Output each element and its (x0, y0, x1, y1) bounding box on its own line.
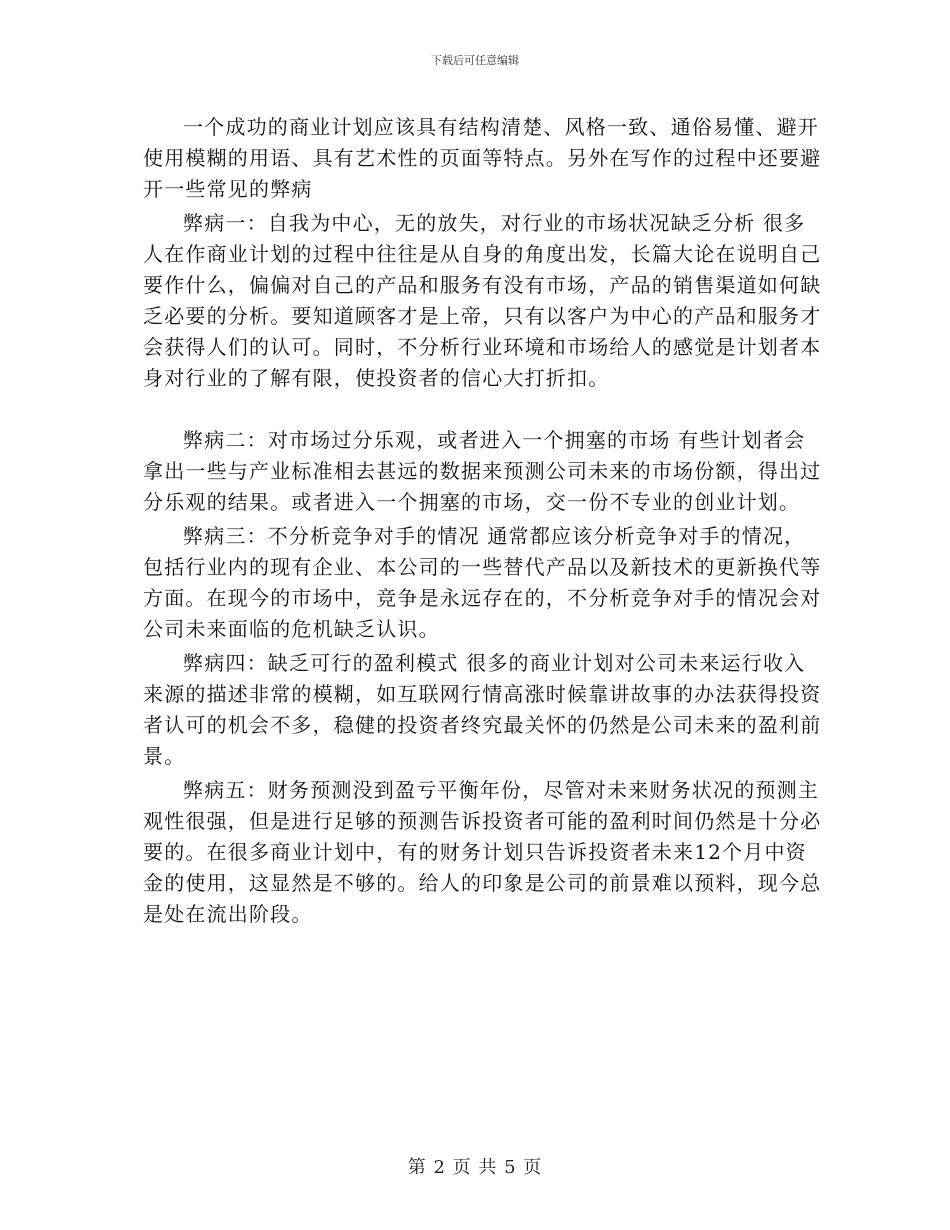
paragraph-flaw-2: 弊病二：对市场过分乐观，或者进入一个拥塞的市场 有些计划者会拿出一些与产业标准相去甚远的数据来预测公司未来的市场份额，得出过分乐观的结果。或者进入一个拥塞的市场，交一份不专业的创业计划。 (143, 428, 822, 514)
page-number-footer: 第 2 页 共 5 页 (407, 1157, 543, 1178)
paragraph-flaw-5: 弊病五：财务预测没到盈亏平衡年份，尽管对未来财务状况的预测主观性很强，但是进行足够的预测告诉投资者可能的盈利时间仍然是十分必要的。在很多商业计划中，有的财务计划只告诉投资者未来12个月中资金的使用，这显然是不够的。给人的印象是公司的前景难以预料，现今总是处在流出阶段。 (143, 778, 822, 926)
paragraph-flaw-1: 弊病一：自我为中心，无的放失，对行业的市场状况缺乏分析 很多人在作商业计划的过程中往往是从自身的角度出发，长篇大论在说明自己要作什么，偏偏对自己的产品和服务有没有市场，产品的销售渠道如何缺乏必要的分析。要知道顾客才是上帝，只有以客户为中心的产品和服务才会获得人们的认可。同时，不分析行业环境和市场给人的感觉是计划者本身对行业的了解有限，使投资者的信心大打折扣。 (143, 211, 822, 390)
paragraph-intro: 一个成功的商业计划应该具有结构清楚、风格一致、通俗易懂、避开使用模糊的用语、具有艺术性的页面等特点。另外在写作的过程中还要避开一些常见的弊病 (143, 115, 822, 201)
page-header: 下载后可任意编辑 (431, 54, 519, 67)
paragraph-spacer (143, 394, 823, 425)
paragraph-flaw-4: 弊病四：缺乏可行的盈利模式 很多的商业计划对公司未来运行收入来源的描述非常的模糊，如互联网行情高涨时候靠讲故事的办法获得投资者认可的机会不多，稳健的投资者终究最关怀的仍然是公司未来的盈利前景。 (143, 651, 822, 768)
paragraph-flaw-3: 弊病三：不分析竞争对手的情况 通常都应该分析竞争对手的情况，包括行业内的现有企业、本公司的一些替代产品以及新技术的更新换代等方面。在现今的市场中，竞争是永远存在的，不分析竞争对手的情况会对公司未来面临的危机缺乏认识。 (143, 524, 822, 641)
document-body (143, 112, 823, 930)
